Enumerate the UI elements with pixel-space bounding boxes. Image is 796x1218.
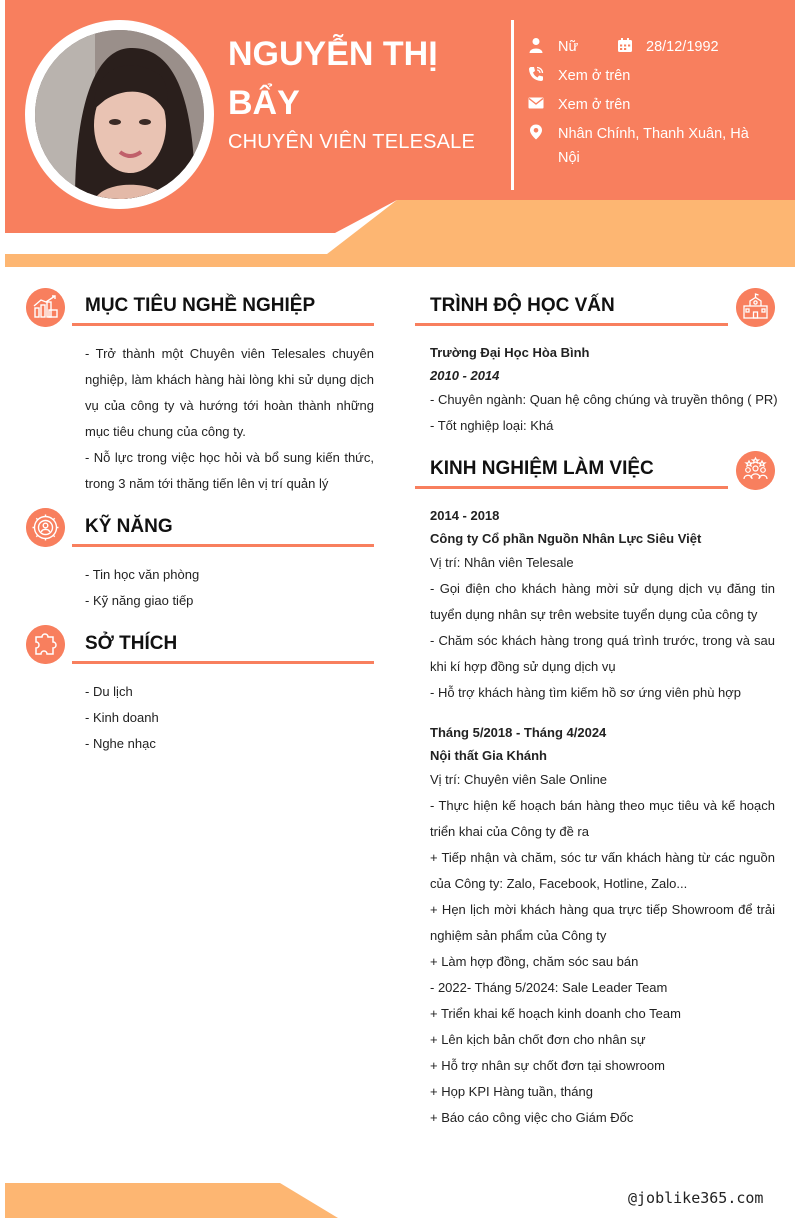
candidate-name: NGUYỄN THỊ BẨY [228,35,438,122]
watermark: @joblike365.com [628,1189,764,1207]
job-duty: + Hẹn lịch mời khách hàng qua trực tiếp Showroom để trải nghiệm sản phẩm của Công ty [430,902,775,943]
job-period: Tháng 5/2018 - Tháng 4/2024 [430,725,607,740]
objective-underline [72,323,374,326]
gear-person-icon [26,508,65,547]
job-duty: + Họp KPI Hàng tuần, tháng [430,1084,593,1099]
chart-growth-icon [26,288,65,327]
skill-item: - Tin học văn phòng [85,567,200,582]
job-duty: + Hỗ trợ nhân sự chốt đơn tại showroom [430,1058,665,1073]
job-duty: + Tiếp nhận và chăm, sóc tư vấn khách hàng từ các nguồn của Công ty: Zalo, Facebook, Hotline, Zalo... [430,850,775,891]
job-title: CHUYÊN VIÊN TELESALE [228,131,476,153]
job-duty: - Thực hiện kế hoạch bán hàng theo mục tiêu và kế hoạch triển khai của Công ty đề ra [430,798,775,839]
puzzle-icon [26,625,65,664]
address-value: Nhân Chính, Thanh Xuân, Hà Nội [558,126,749,166]
education-grade: - Tốt nghiệp loại: Khá [430,418,554,433]
avatar [35,30,204,199]
job-duty: - Gọi điện cho khách hàng mời sử dụng dịch vụ đăng tin tuyển dụng nhân sự trên website tuyển dụng của công ty [430,581,775,622]
hobby-item: - Du lịch [85,684,133,699]
skills-underline [72,544,374,547]
person-icon [528,37,544,53]
hobby-item: - Kinh doanh [85,710,159,725]
header-divider [511,20,514,190]
job-duty: + Làm hợp đồng, chăm sóc sau bán [430,954,639,969]
education-underline [415,323,728,326]
hobby-item: - Nghe nhạc [85,736,156,751]
objective-line-2: - Nỗ lực trong việc học hỏi và bổ sung kiến thức, trong 3 năm tới thăng tiến lên vị trí quản lý [85,450,374,491]
hobbies-title: SỞ THÍCH [85,633,178,654]
job-company: Nội thất Gia Khánh [430,748,547,763]
education-period: 2010 - 2014 [430,368,500,383]
objective-title: MỤC TIÊU NGHỀ NGHIỆP [85,295,316,316]
team-stars-icon [736,451,775,490]
calendar-icon [617,37,633,53]
skill-item: - Kỹ năng giao tiếp [85,593,194,608]
job-duty: - 2022- Tháng 5/2024: Sale Leader Team [430,980,668,995]
experience-title: KINH NGHIỆM LÀM VIỆC [430,458,654,479]
job-position: Vị trí: Chuyên viên Sale Online [430,772,608,787]
job-position: Vị trí: Nhân viên Telesale [430,555,574,570]
job-duty: + Báo cáo công việc cho Giám Đốc [430,1110,634,1125]
school-icon [736,288,775,327]
job-duty: - Hỗ trợ khách hàng tìm kiếm hồ sơ ứng viên phù hợp [430,685,742,700]
school-name: Trường Đại Học Hòa Bình [430,345,590,360]
job-period: 2014 - 2018 [430,508,500,523]
hobbies-underline [72,661,374,664]
location-pin-icon [528,124,544,140]
job-duty: + Triển khai kế hoạch kinh doanh cho Team [430,1006,681,1021]
phone-value: Xem ở trên [558,68,631,84]
job-company: Công ty Cổ phần Nguồn Nhân Lực Siêu Việt [430,531,702,546]
email-value: Xem ở trên [558,97,631,113]
job-duty: + Lên kịch bản chốt đơn cho nhân sự [430,1032,646,1047]
birthdate-value: 28/12/1992 [646,39,719,55]
education-major: - Chuyên ngành: Quan hệ công chúng và truyền thông ( PR) [430,392,778,407]
envelope-icon [528,95,544,111]
gender-value: Nữ [558,39,579,55]
job-duty: - Chăm sóc khách hàng trong quá trình trước, trong và sau khi kí hợp đồng sử dụng dịch vụ [430,633,775,674]
skills-title: KỸ NĂNG [85,516,173,537]
experience-underline [415,486,728,489]
phone-icon [528,66,544,82]
objective-line-1: - Trở thành một Chuyên viên Telesales chuyên nghiệp, làm khách hàng hài lòng khi sử dụng dịch vụ của công ty và hướng tới hoàn thành những mục tiêu chung của công ty. [85,346,374,439]
education-title: TRÌNH ĐỘ HỌC VẤN [430,295,615,316]
footer-band [5,1183,345,1218]
